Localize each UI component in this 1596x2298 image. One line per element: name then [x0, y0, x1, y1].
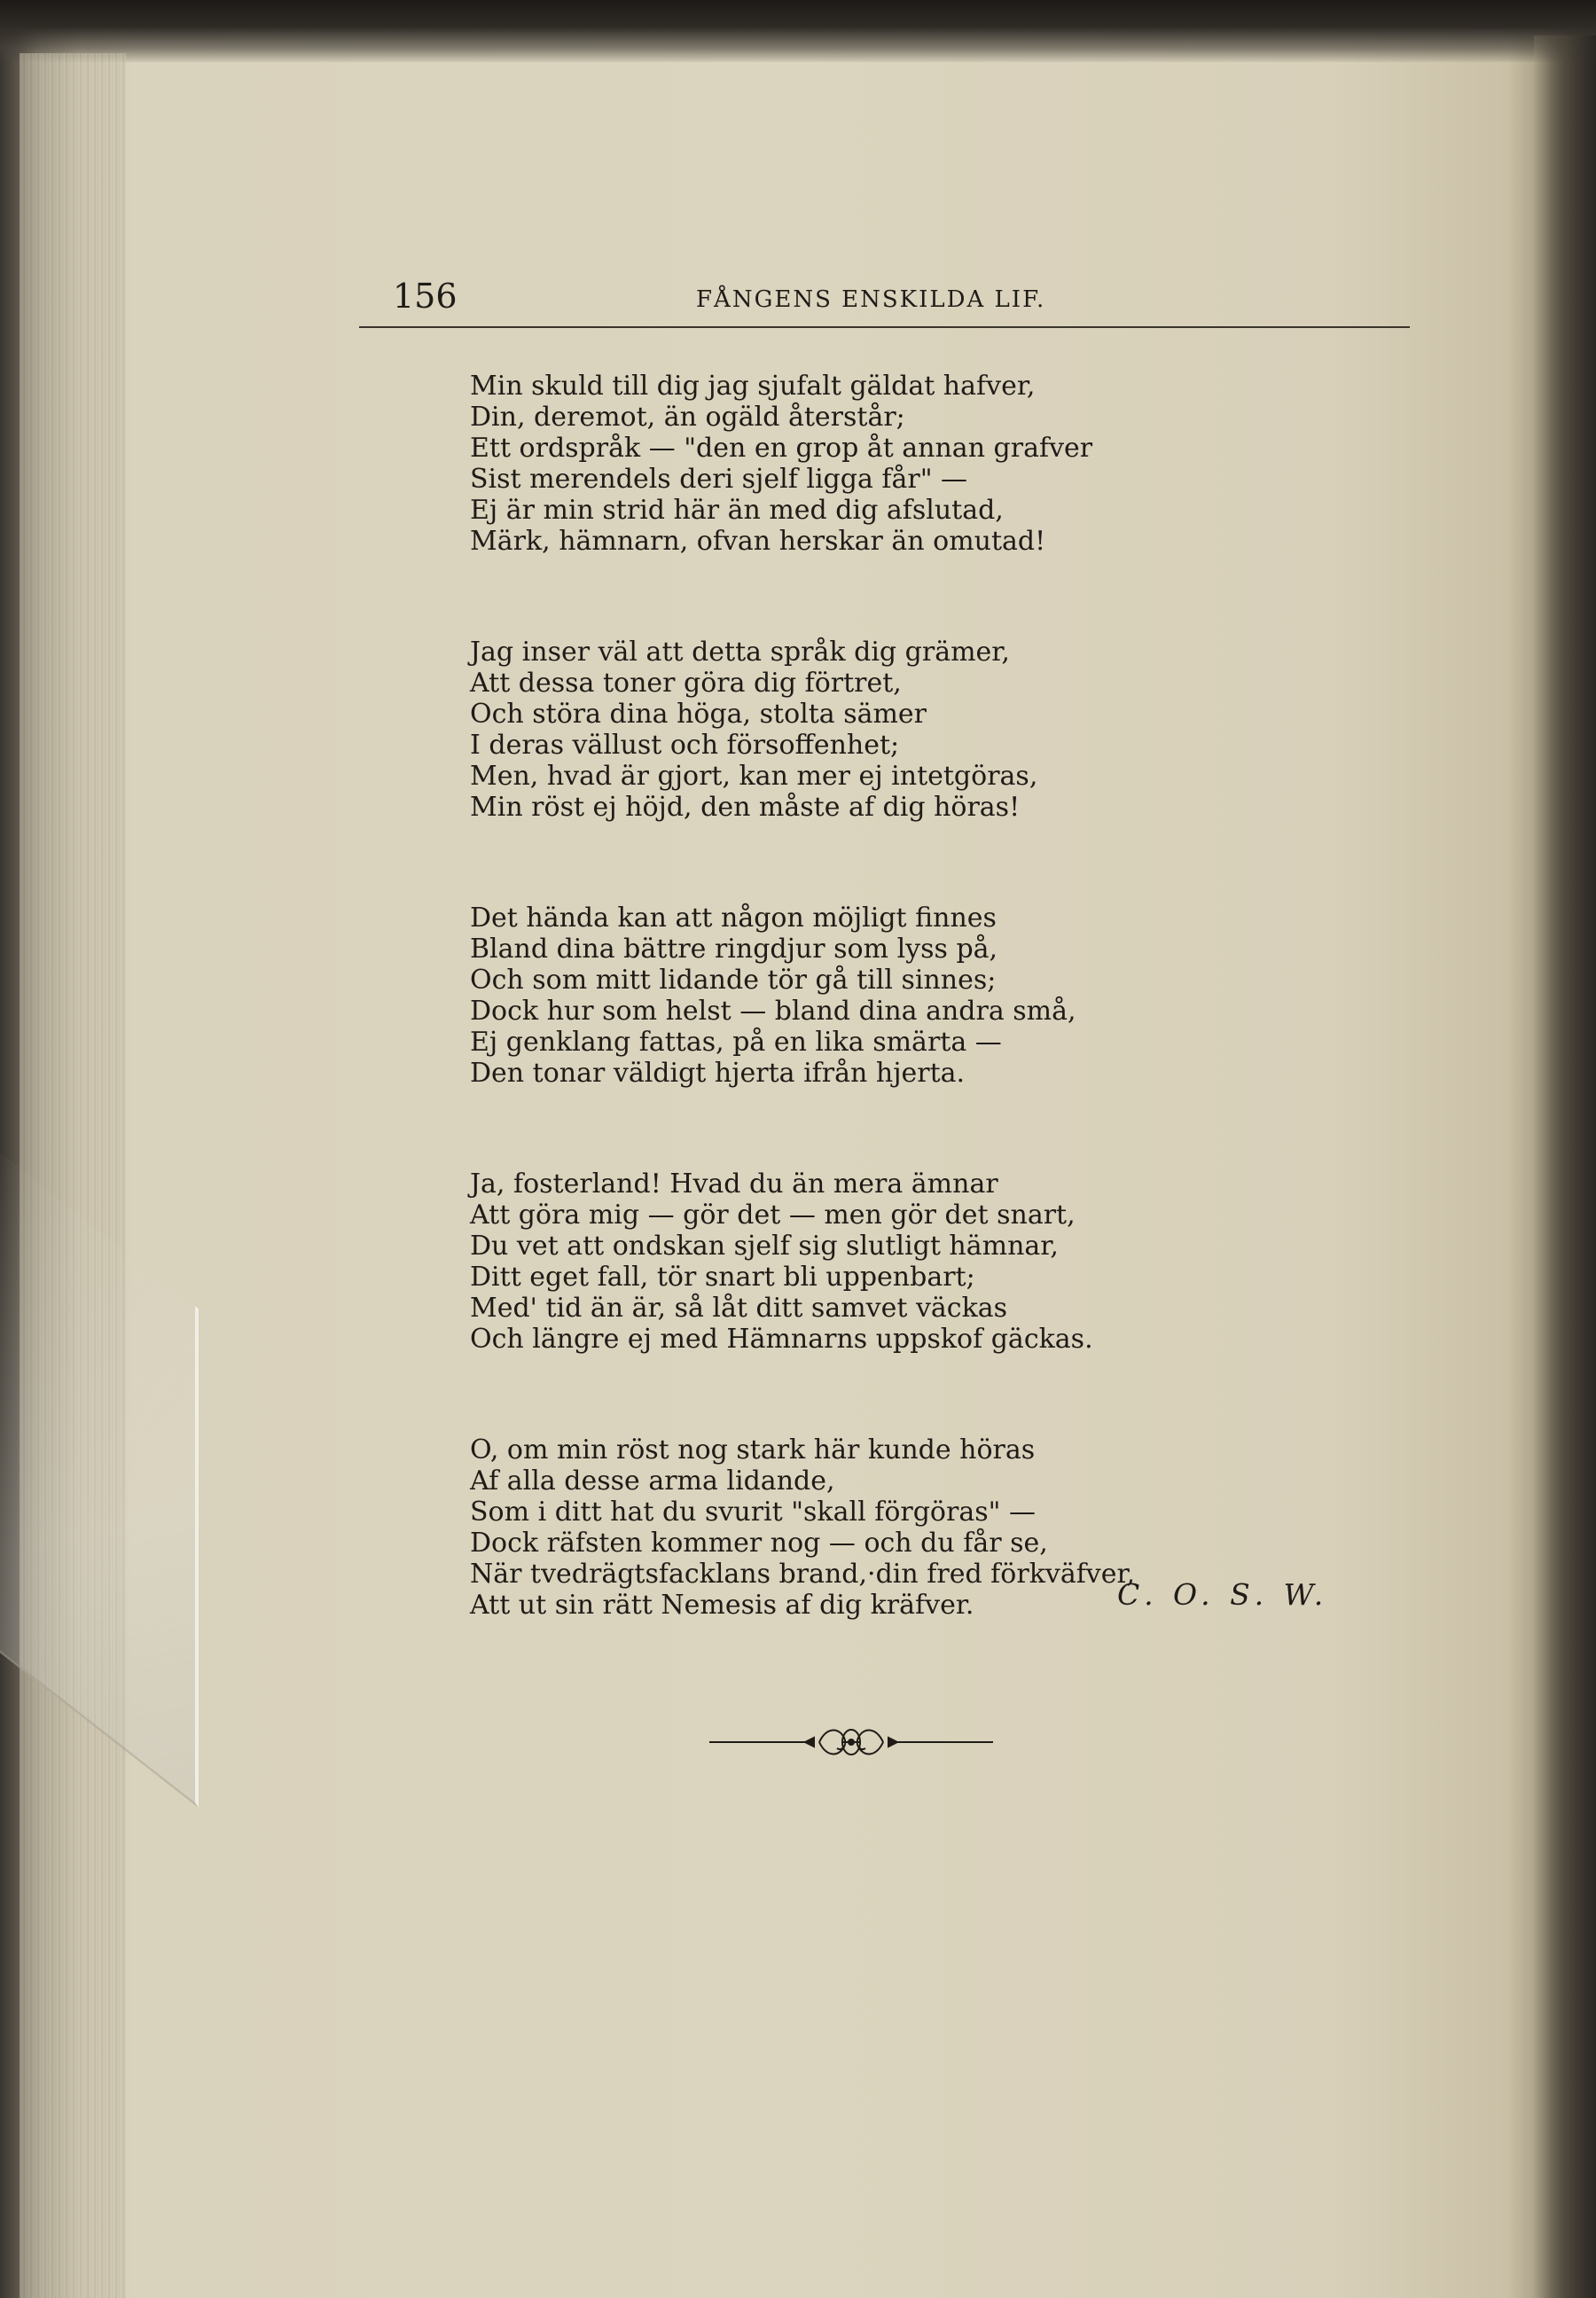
- poem-line: Att göra mig — gör det — men gör det snart,: [470, 1200, 1076, 1231]
- stanza-4: [470, 1169, 1365, 1355]
- poem-body: [470, 371, 1365, 1700]
- page-number: 156: [393, 277, 458, 316]
- stanza-1: [470, 371, 1365, 557]
- poem-line: Dock räfsten kommer nog — och du får se,: [470, 1528, 1048, 1559]
- poem-line: Min skuld till dig jag sjufalt gäldat hafver,: [470, 371, 1036, 402]
- poem-line: Min röst ej höjd, den måste af dig höras!: [470, 792, 1021, 823]
- fleuron-ornament-icon: [709, 1720, 993, 1764]
- poem-line: Sist merendels deri sjelf ligga får" —: [470, 464, 968, 495]
- poem-line: Att dessa toner göra dig förtret,: [470, 668, 902, 699]
- header-rule: [359, 326, 1410, 328]
- poem-line: Ej är min strid här än med dig afslutad,: [470, 495, 1004, 526]
- page-edges-left: [20, 53, 126, 2298]
- poem-line: Med' tid än är, så låt ditt samvet väckas: [470, 1293, 1008, 1324]
- poem-line: Dock hur som helst — bland dina andra små,: [470, 996, 1076, 1027]
- poem-line: I deras vällust och försoffenhet;: [470, 730, 900, 761]
- poem-line: Ditt eget fall, tör snart bli uppenbart;: [470, 1262, 975, 1293]
- poem-line: Och störa dina höga, stolta sämer: [470, 699, 927, 730]
- poem-line: O, om min röst nog stark här kunde höras: [470, 1434, 1036, 1466]
- poem-line: Märk, hämnarn, ofvan herskar än omutad!: [470, 526, 1046, 557]
- stanza-3: [470, 903, 1365, 1089]
- poem-line: Bland dina bättre ringdjur som lyss på,: [470, 934, 998, 965]
- scan-top-shadow: [0, 0, 1596, 62]
- poem-line: Men, hvad är gjort, kan mer ej intetgöras,: [470, 761, 1038, 792]
- poem-line: Och längre ej med Hämnarns uppskof gäckas.: [470, 1324, 1093, 1355]
- poem-line: Du vet att ondskan sjelf sig slutligt hämnar,: [470, 1231, 1059, 1262]
- poem-line: Af alla desse arma lidande,: [470, 1466, 835, 1497]
- running-head: [359, 273, 1410, 326]
- author-signature: C. O. S. W.: [1117, 1577, 1329, 1612]
- poem-line: Den tonar väldigt hjerta ifrån hjerta.: [470, 1058, 966, 1089]
- stanza-2: [470, 637, 1365, 823]
- poem-line: Det hända kan att någon möjligt finnes: [470, 903, 997, 934]
- poem-line: Att ut sin rätt Nemesis af dig kräfver.: [470, 1590, 974, 1621]
- poem-line: Ett ordspråk — "den en grop åt annan grafver: [470, 433, 1093, 464]
- page-gutter-right: [1534, 35, 1596, 2298]
- poem-line: Som i ditt hat du svurit "skall förgöras" —: [470, 1497, 1036, 1528]
- poem-line: Ja, fosterland! Hvad du än mera ämnar: [470, 1169, 998, 1200]
- poem-line: Din, deremot, än ogäld återstår;: [470, 402, 905, 433]
- poem-line: Ej genklang fattas, på en lika smärta —: [470, 1027, 1002, 1058]
- running-title: FÅNGENS ENSKILDA LIF.: [696, 286, 1046, 313]
- poem-line: Och som mitt lidande tör gå till sinnes;: [470, 965, 997, 996]
- poem-line: Jag inser väl att detta språk dig grämer,: [470, 637, 1010, 668]
- poem-line: När tvedrägtsfacklans brand,·din fred förkväfver,: [470, 1559, 1136, 1590]
